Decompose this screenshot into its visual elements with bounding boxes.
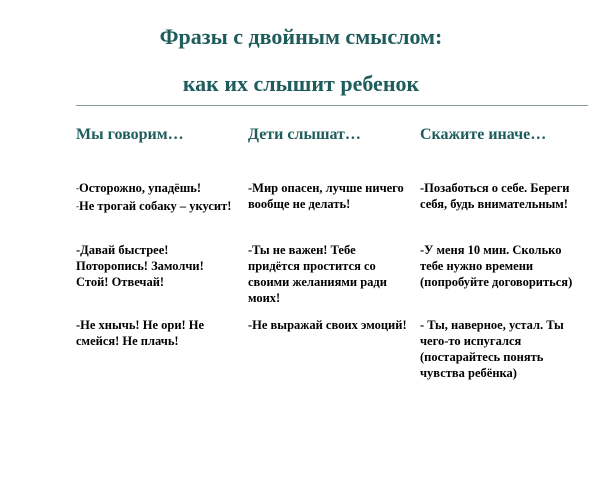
table-cell-kids-hear: -Не выражай своих эмоций!: [248, 318, 407, 332]
table-cell-say-instead: -Позаботься о себе. Береги себя, будь внимательным!: [420, 181, 570, 211]
column-header-say-instead: Скажите иначе…: [420, 126, 547, 143]
table-cell-say-instead: - Ты, наверное, устал. Ты чего-то испугался (постарайтесь понять чувства ребёнка): [420, 318, 564, 380]
slide-title-line-1: Фразы с двойным смыслом:: [159, 24, 443, 49]
title-divider: [76, 105, 588, 106]
cell-line: -Не трогай собаку – укусит!: [76, 199, 232, 213]
table-cell-we-say: -Давай быстрее! Поторопись! Замолчи! Стой! Отвечай!: [76, 243, 204, 289]
column-header-kids-hear: Дети слышат…: [248, 126, 361, 143]
table-cell-kids-hear: -Ты не важен! Тебе придётся простится со своими желаниями ради моих!: [248, 243, 387, 305]
table-cell-we-say: -Не хнычь! Не ори! Не смейся! Не плачь!: [76, 318, 205, 348]
cell-line: -Осторожно, упадёшь!: [76, 181, 202, 195]
table-cell-say-instead: -У меня 10 мин. Сколько тебе нужно времени (попробуйте договориться): [420, 243, 573, 289]
column-header-we-say: Мы говорим…: [76, 126, 184, 143]
slide-title-line-2: как их слышит ребенок: [182, 71, 420, 96]
table-cell-kids-hear: -Мир опасен, лучше ничего вообще не делать!: [248, 181, 404, 211]
table-cell-we-say: [76, 180, 241, 214]
